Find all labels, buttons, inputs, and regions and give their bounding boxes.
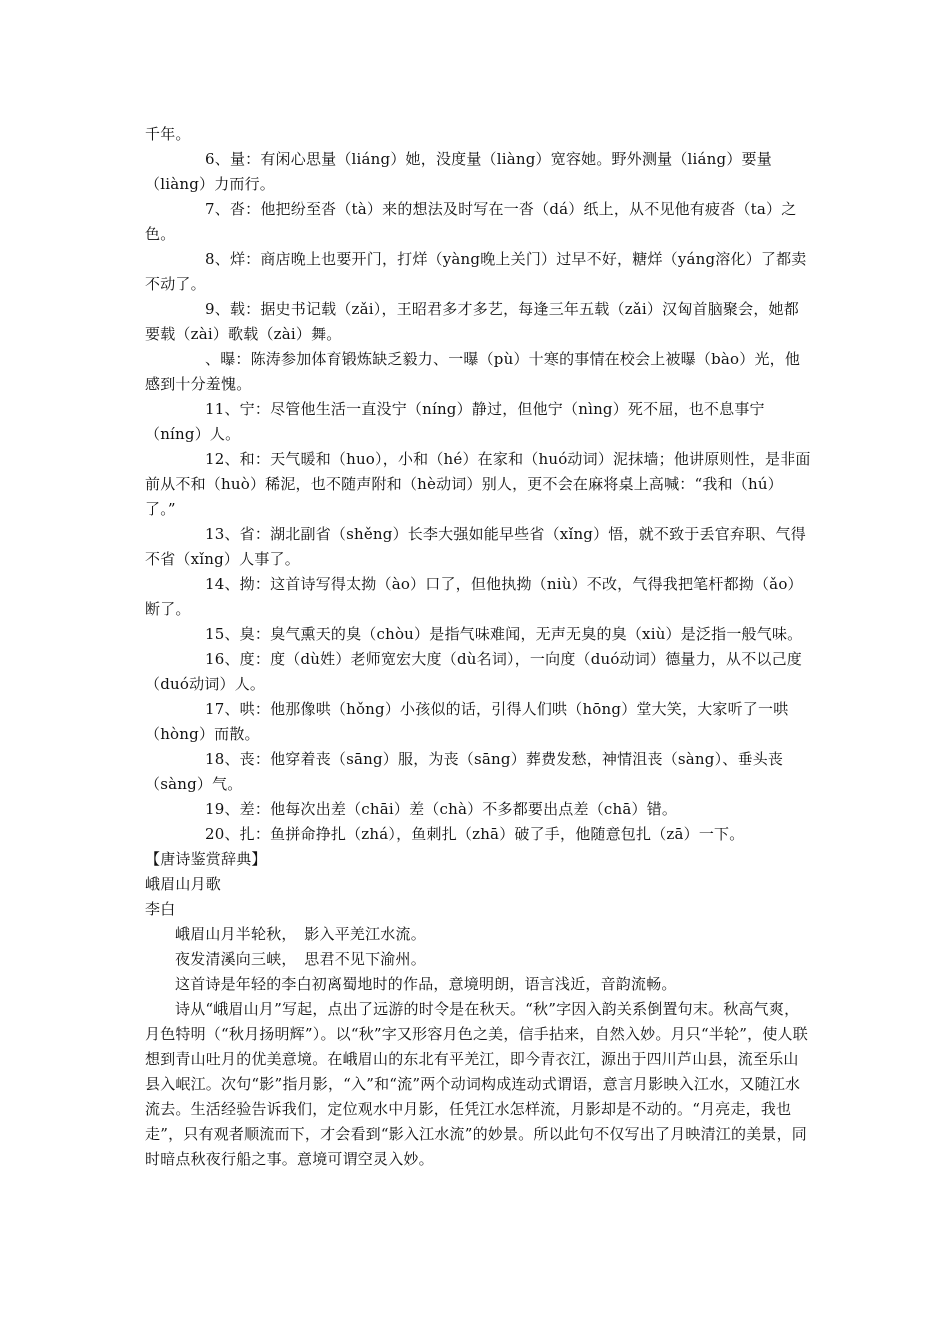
paragraph-11: 16、度：度（dù姓）老师宽宏大度（dù名词），一向度（duó动词）德量力，从不以己度（duó动词）人。 (145, 650, 803, 693)
paragraph-14: 19、差：他每次出差（chāi）差（chà）不多都要出点差（chā）错。 (205, 800, 678, 818)
paragraph-4: 9、载：据史书记载（zǎi），王昭君多才多艺，每逢三年五载（zǎi）汉匈首脑聚会，她都要载（zài）歌载（zài）舞。 (145, 300, 799, 343)
paragraph-5: 、曝：陈涛参加体育锻炼缺乏毅力、一曝（pù）十寒的事情在校会上被曝（bào）光，他感到十分羞愧。 (145, 350, 801, 393)
paragraph-13: 18、丧：他穿着丧（sāng）服，为丧（sāng）葬费发愁，神情沮丧（sàng）、垂头丧（sàng）气。 (145, 750, 784, 793)
paragraph-20: 夜发清溪向三峡， 思君不见下渝州。 (175, 950, 426, 968)
paragraph-19: 峨眉山月半轮秋， 影入平羌江水流。 (175, 925, 426, 943)
paragraph-18: 李白 (145, 900, 176, 918)
paragraph-22: 诗从“峨眉山月”写起，点出了远游的时令是在秋天。“秋”字因入韵关系倒置句末。秋高气爽，月色特明（“秋月扬明辉”）。以“秋”字又形容月色之美，信手拈来，自然入妙。月只“半轮”，使人联想到青山吐月的优美意境。在峨眉山的东北有平羌江，即今青衣江，源出于四川芦山县，流至乐山县入岷江。次句“影”指月影，“入”和“流”两个动词构成连动式谓语，意言月影映入江水，又随江水流去。生活经验告诉我们，定位观水中月影，任凭江水怎样流，月影却是不动的。“月亮走，我也走”，只有观者顺流而下，才会看到“影入江水流”的妙景。所以此句不仅写出了月映清江的美景，同时暗点秋夜行船之事。意境可谓空灵入妙。 (145, 1000, 808, 1168)
paragraph-10: 15、臭：臭气熏天的臭（chòu）是指气味难闻，无声无臭的臭（xiù）是泛指一般气味。 (205, 625, 803, 643)
paragraph-12: 17、哄：他那像哄（hǒng）小孩似的话，引得人们哄（hōng）堂大笑，大家听了一哄（hòng）而散。 (145, 700, 789, 743)
paragraph-21: 这首诗是年轻的李白初离蜀地时的作品，意境明朗，语言浅近，音韵流畅。 (175, 975, 677, 993)
paragraph-0: 千年。 (145, 125, 191, 143)
paragraph-1: 6、量：有闲心思量（liáng）她，没度量（liàng）宽容她。野外测量（liáng）要量（liàng）力而行。 (145, 150, 772, 193)
document-body (145, 122, 813, 1172)
paragraph-6: 11、宁：尽管他生活一直没宁（níng）静过，但他宁（nìng）死不屈，也不息事宁（níng）人。 (145, 400, 765, 443)
paragraph-15: 20、扎：鱼拼命挣扎（zhá），鱼刺扎（zhā）破了手，他随意包扎（zā）一下。 (205, 825, 745, 843)
paragraph-7: 12、和：天气暖和（huo），小和（hé）在家和（huó动词）泥抹墙；他讲原则性，是非面前从不和（huò）稀泥，也不随声附和（hè动词）别人，更不会在麻将桌上高喊：“我和（hú）了。” (145, 450, 811, 518)
paragraph-16: 【唐诗鉴赏辞典】 (145, 850, 267, 868)
paragraph-8: 13、省：湖北副省（shěng）长李大强如能早些省（xǐng）悟，就不致于丢官弃职、气得不省（xǐng）人事了。 (145, 525, 806, 568)
paragraph-3: 8、烊：商店晚上也要开门，打烊（yàng晚上关门）过早不好，糖烊（yáng溶化）了都卖不动了。 (145, 250, 807, 293)
paragraph-9: 14、拗：这首诗写得太拗（ào）口了，但他执拗（niù）不改，气得我把笔杆都拗（ǎo）断了。 (145, 575, 803, 618)
paragraph-17: 峨眉山月歌 (145, 875, 222, 893)
paragraph-2: 7、沓：他把纷至沓（tà）来的想法及时写在一沓（dá）纸上，从不见他有疲沓（ta）之色。 (145, 200, 797, 243)
